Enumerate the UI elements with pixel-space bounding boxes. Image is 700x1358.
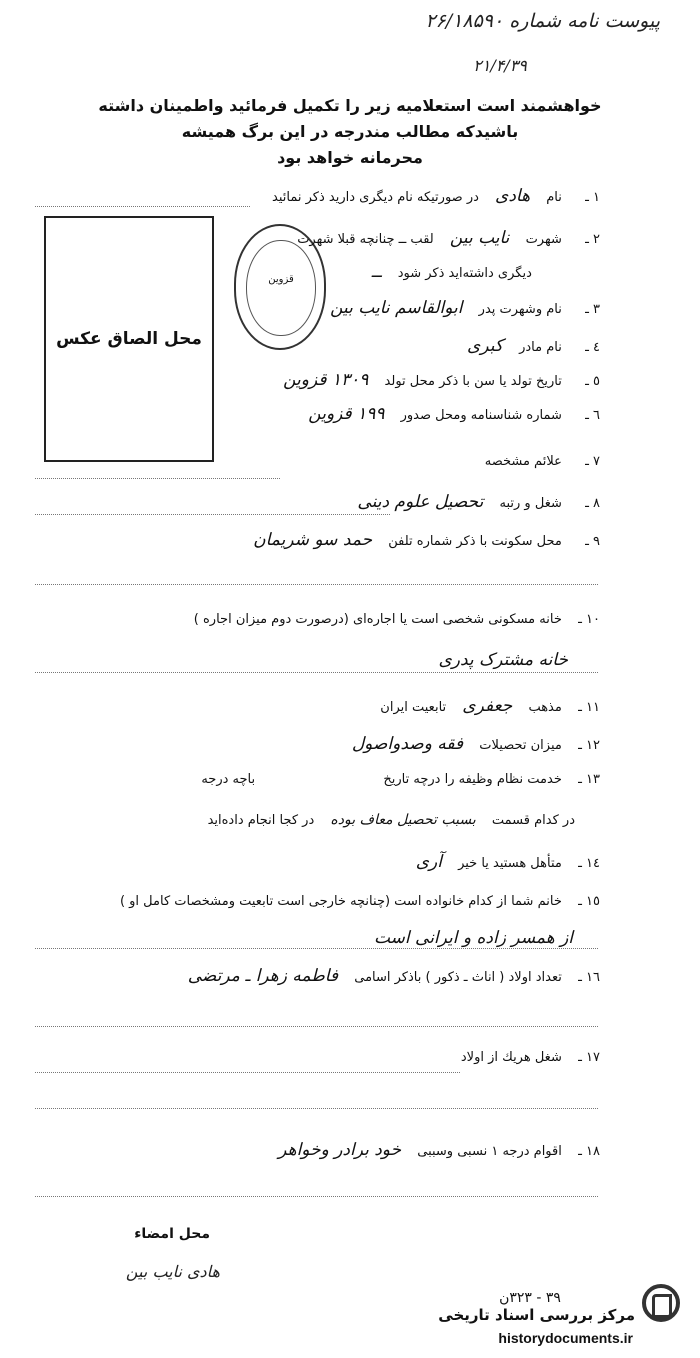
- question-14: [40, 852, 600, 882]
- answer-line: [35, 948, 598, 949]
- question-label: خدمت نظام وظیفه را درچه تاریخ: [383, 772, 562, 787]
- archive-url: historydocuments.ir: [498, 1330, 633, 1346]
- question-label: متأهل هستید یا خیر: [458, 856, 562, 871]
- answer-text: تحصیل علوم دینی: [357, 492, 484, 512]
- question-number: ٦ ـ: [585, 408, 600, 423]
- question-2-continued: [330, 262, 570, 292]
- question-label: نام مادر: [519, 340, 562, 355]
- answer-line: [35, 672, 598, 673]
- question-label: شغل و رتبه: [499, 496, 562, 511]
- question-5: [250, 370, 600, 400]
- question-number: ۱۸ ـ: [578, 1144, 600, 1159]
- stamp-text: قزوین: [268, 274, 294, 285]
- form-title-line-2: باشیدکه مطالب مندرجه در این برگ همیشه: [181, 122, 519, 141]
- question-number: ۱۳ ـ: [578, 772, 600, 787]
- question-number: ۷ ـ: [585, 454, 600, 469]
- answer-line: [35, 1196, 598, 1197]
- question-label: میزان تحصیلات: [479, 738, 562, 753]
- answer-line: [35, 584, 598, 585]
- answer-text: فاطمه زهرا ـ مرتضی: [187, 966, 339, 986]
- question-11: [40, 696, 600, 726]
- question-number: ٥ ـ: [585, 374, 600, 389]
- answer-text: جعفری: [462, 696, 513, 716]
- question-label: شهرت: [525, 232, 562, 247]
- question-tail: تابعیت ایران: [380, 700, 447, 715]
- question-label: شغل هریك از اولاد: [460, 1050, 562, 1065]
- answer-line: [35, 1108, 598, 1109]
- answer-line: [35, 206, 250, 207]
- question-15: [30, 894, 600, 924]
- answer-text: خانه مشترک پدری: [438, 650, 568, 670]
- question-number: ۱۱ ـ: [578, 700, 600, 715]
- question-label: علائم مشخصه: [484, 454, 562, 469]
- reference-number-value: ۲۶/۱۸۵۹۰: [425, 10, 504, 32]
- answer-text: ۱۳۰۹ قزوین: [283, 370, 369, 390]
- form-title-line-1: خواهشمند است استعلامیه زیر را تکمیل فرمائید واطمینان داشته: [98, 96, 602, 115]
- question-label: اقوام درجه ۱ نسبی وسببی: [417, 1144, 562, 1159]
- stamp-inner-ring: [246, 240, 316, 336]
- question-number: ۱۲ ـ: [578, 738, 600, 753]
- question-label: مذهب: [528, 700, 562, 715]
- question-10: [40, 612, 600, 642]
- reference-prefix: پیوست نامه شماره: [509, 10, 660, 32]
- question-label: نام: [546, 190, 562, 205]
- answer-text: فقه وصدواصول: [351, 734, 464, 754]
- answer-text: بسبب تحصیل معاف بوده: [330, 812, 476, 828]
- question-2: [297, 228, 600, 258]
- photo-placeholder-box: [44, 216, 214, 462]
- answer-line: [35, 478, 280, 479]
- signature-value: هادی نایب بین: [125, 1262, 220, 1281]
- question-number: ۹ ـ: [585, 534, 600, 549]
- form-title-line-3: محرمانه خواهد بود: [277, 148, 423, 167]
- question-number: ۱ ـ: [585, 190, 600, 205]
- question-label: دیگری داشته‌اید ذکر شود: [397, 266, 532, 281]
- question-number: ۳ ـ: [585, 302, 600, 317]
- reference-number: [420, 10, 660, 32]
- answer-line: [35, 1072, 460, 1073]
- question-number: ۱۰ ـ: [578, 612, 600, 627]
- question-label: شماره شناسنامه ومحل صدور: [400, 408, 562, 423]
- photo-placeholder-label: محل الصاق عکس: [56, 329, 202, 349]
- question-13-continued: [20, 812, 575, 842]
- question-number: ۲ ـ: [585, 232, 600, 247]
- question-number: ۱٥ ـ: [578, 894, 600, 909]
- question-number: ۱۷ ـ: [578, 1050, 600, 1065]
- question-label: تعداد اولاد ( اناث ـ ذکور ) باذکر اسامی: [354, 970, 562, 985]
- question-13: [40, 772, 600, 802]
- question-12: [40, 734, 600, 764]
- answer-text: هادی: [495, 186, 531, 206]
- question-label: خانم شما از کدام خانواده است (چنانچه خارجی است تابعیت ومشخصات کامل او ): [119, 894, 562, 909]
- answer-text: ــ: [371, 262, 382, 282]
- answer-line: [35, 1026, 598, 1027]
- signature-label: محل امضاء: [134, 1226, 210, 1242]
- question-tail: در کجا انجام داده‌اید: [207, 813, 315, 828]
- question-8: [40, 492, 600, 522]
- question-tail: باچه درجه: [201, 772, 256, 787]
- question-17: [40, 1050, 600, 1080]
- archive-code: ۳۹ - ۳۲۳ن: [499, 1290, 561, 1306]
- question-tail: در صورتیکه نام دیگری دارید ذکر نمائید: [272, 190, 479, 205]
- answer-line: [35, 514, 390, 515]
- question-4: [330, 336, 600, 366]
- question-label: نام وشهرت پدر: [478, 302, 562, 317]
- question-9: [40, 530, 600, 560]
- question-label: محل سکونت با ذکر شماره تلفن: [388, 534, 562, 549]
- answer-text: حمد سو شریمان: [253, 530, 373, 550]
- answer-text: نایب بین: [449, 228, 510, 248]
- question-10-answer: [40, 650, 580, 680]
- question-6: [250, 404, 600, 434]
- answer-text: آری: [415, 852, 442, 872]
- question-number: ۱٦ ـ: [578, 970, 600, 985]
- question-number: ۱٤ ـ: [578, 856, 600, 871]
- answer-text: ۱۹۹ قزوین: [308, 404, 385, 424]
- question-7: [250, 454, 600, 484]
- question-18: [40, 1140, 600, 1170]
- question-label: در کدام قسمت: [491, 813, 575, 828]
- question-label: خانه مسکونی شخصی است یا اجاره‌ای (درصورت دوم میزان اجاره ): [193, 612, 562, 627]
- archive-org-name: مرکز بررسی اسناد تاریخی: [438, 1306, 635, 1324]
- answer-text: خود برادر وخواهر: [278, 1140, 402, 1160]
- question-number: ۸ ـ: [585, 496, 600, 511]
- question-tail: لقب ــ چنانچه قبلا شهرت: [297, 232, 434, 247]
- answer-text: ابوالقاسم نایب بین: [330, 298, 463, 318]
- question-label: تاریخ تولد یا سن با ذکر محل تولد: [384, 374, 562, 389]
- question-15-answer: [40, 928, 585, 958]
- reference-date: ۲۱/۴/۳۹: [473, 56, 527, 75]
- answer-text: کبری: [467, 336, 503, 356]
- question-3: [330, 298, 600, 328]
- question-1: [40, 186, 600, 216]
- question-number: ٤ ـ: [585, 340, 600, 355]
- answer-text: از همسر زاده و ایرانی است: [373, 928, 573, 948]
- archive-logo-icon: [642, 1284, 680, 1322]
- question-16: [40, 966, 600, 996]
